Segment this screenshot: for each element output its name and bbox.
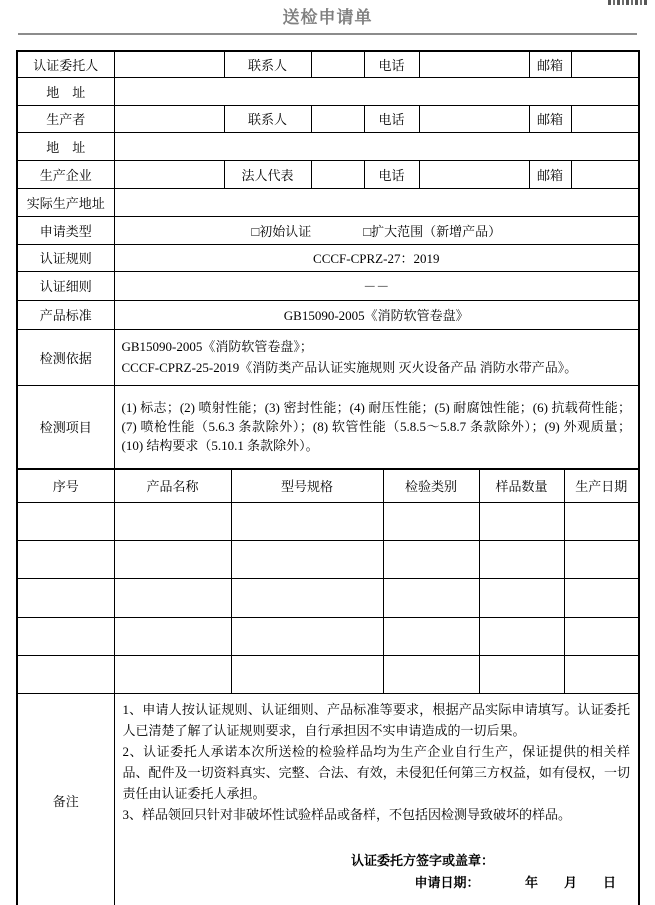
product-standard-value: GB15090-2005《消防软管卷盘》 <box>114 300 639 329</box>
certification-detail-value: －－ <box>114 271 639 300</box>
actual-address-value-cell[interactable] <box>114 188 639 216</box>
producer-address-row <box>17 132 639 160</box>
applicant-contact-label: 联系人 <box>224 51 311 77</box>
producer-phone-value-cell[interactable] <box>419 105 529 132</box>
application-type-row <box>17 216 639 244</box>
checkbox-option-initial-certification[interactable]: □初始认证 <box>251 223 312 239</box>
product-row-empty <box>17 502 639 540</box>
clipped-corner-artifact <box>608 0 648 5</box>
product-cell-empty[interactable] <box>479 540 564 578</box>
product-cell-empty[interactable] <box>114 617 231 655</box>
test-basis-line-1: GB15090-2005《消防软管卷盘》； <box>121 339 313 354</box>
product-cell-empty[interactable] <box>383 578 479 617</box>
manufacturer-phone-label: 电话 <box>364 160 419 188</box>
product-cell-empty[interactable] <box>479 578 564 617</box>
application-date-line: 申请日期： 年 月 日 <box>414 874 616 890</box>
product-cell-empty[interactable] <box>231 502 383 540</box>
applicant-address-value-cell[interactable] <box>114 77 639 105</box>
producer-value-cell[interactable] <box>114 105 224 132</box>
signature-block <box>123 850 631 894</box>
remark-item-3: 3、样品领回只针对非破坏性试验样品或备样，不包括因检测导致破坏的样品。 <box>122 806 572 822</box>
product-cell-empty[interactable] <box>114 540 231 578</box>
product-cell-empty[interactable] <box>114 578 231 617</box>
producer-email-value-cell[interactable] <box>571 105 639 132</box>
header-inspection-type: 检验类别 <box>383 469 479 502</box>
product-cell-empty[interactable] <box>479 502 564 540</box>
manufacturer-email-label: 邮箱 <box>529 160 571 188</box>
remark-item-1: 1、申请人按认证规则、认证细则、产品标准等要求，根据产品实际申请填写。认证委托人已清楚了解了认证规则要求，自行承担因不实申请造成的一切后果。 <box>122 701 630 738</box>
title-divider <box>18 33 637 35</box>
signature-label: 认证委托方签字或盖章： <box>350 852 494 868</box>
manufacturer-value-cell[interactable] <box>114 160 224 188</box>
applicant-address-label: 地 址 <box>17 77 114 105</box>
header-sample-quantity: 样品数量 <box>479 469 564 502</box>
product-cell-empty[interactable] <box>17 578 114 617</box>
application-type-label: 申请类型 <box>17 216 114 244</box>
product-cell-empty[interactable] <box>564 655 639 693</box>
product-cell-empty[interactable] <box>479 655 564 693</box>
actual-address-row <box>17 188 639 216</box>
manufacturer-phone-value-cell[interactable] <box>419 160 529 188</box>
product-cell-empty[interactable] <box>383 502 479 540</box>
product-list-table <box>16 468 640 905</box>
header-serial-number: 序号 <box>17 469 114 502</box>
product-cell-empty[interactable] <box>17 540 114 578</box>
producer-row <box>17 105 639 132</box>
producer-contact-value-cell[interactable] <box>311 105 364 132</box>
producer-contact-label: 联系人 <box>224 105 311 132</box>
remarks-label: 备注 <box>17 693 114 905</box>
test-items-value: (1) 标志；(2) 喷射性能；(3) 密封性能；(4) 耐压性能；(5) 耐腐蚀性能；(6) 抗载荷性能；(7) 喷枪性能（5.6.3 条款除外）；(8) 软管性能（5.8.5～5.8.7 条款除外）；(9) 外观质量；(10) 结构要求（5.10.1 条款除外）。 <box>114 385 639 469</box>
test-items-row <box>17 385 639 469</box>
certification-rule-row <box>17 244 639 271</box>
certification-detail-row <box>17 271 639 300</box>
header-product-name: 产品名称 <box>114 469 231 502</box>
certification-detail-label: 认证细则 <box>17 271 114 300</box>
manufacturer-label: 生产企业 <box>17 160 114 188</box>
applicant-email-label: 邮箱 <box>529 51 571 77</box>
applicant-row <box>17 51 639 77</box>
product-cell-empty[interactable] <box>479 617 564 655</box>
product-standard-label: 产品标准 <box>17 300 114 329</box>
product-cell-empty[interactable] <box>564 502 639 540</box>
product-row-empty <box>17 655 639 693</box>
application-type-options-cell <box>114 216 639 244</box>
test-basis-line-2: CCCF-CPRZ-25-2019《消防类产品认证实施规则 灭火设备产品 消防水带产品》。 <box>121 360 578 375</box>
test-items-label: 检测项目 <box>17 385 114 469</box>
product-cell-empty[interactable] <box>17 655 114 693</box>
certification-rule-label: 认证规则 <box>17 244 114 271</box>
product-cell-empty[interactable] <box>114 502 231 540</box>
application-form-table <box>16 50 640 470</box>
product-cell-empty[interactable] <box>383 540 479 578</box>
product-cell-empty[interactable] <box>114 655 231 693</box>
applicant-phone-label: 电话 <box>364 51 419 77</box>
remarks-content-cell <box>114 693 639 905</box>
producer-phone-label: 电话 <box>364 105 419 132</box>
product-cell-empty[interactable] <box>383 617 479 655</box>
checkbox-option-expand-scope[interactable]: □扩大范围（新增产品） <box>363 223 502 239</box>
product-table-header-row <box>17 469 639 502</box>
producer-label: 生产者 <box>17 105 114 132</box>
manufacturer-row <box>17 160 639 188</box>
product-row-empty <box>17 578 639 617</box>
product-cell-empty[interactable] <box>231 540 383 578</box>
applicant-contact-value-cell[interactable] <box>311 51 364 77</box>
product-cell-empty[interactable] <box>231 578 383 617</box>
applicant-label: 认证委托人 <box>17 51 114 77</box>
product-cell-empty[interactable] <box>231 617 383 655</box>
product-row-empty <box>17 617 639 655</box>
product-cell-empty[interactable] <box>383 655 479 693</box>
page-title: 送检申请单 <box>282 8 373 27</box>
remark-item-2: 2、认证委托人承诺本次所送检的检验样品均为生产企业自行生产，保证提供的相关样品、配件及一切资料真实、完整、合法、有效，未侵犯任何第三方权益，如有侵权，一切责任由认证委托人承担。 <box>122 743 630 801</box>
product-row-empty <box>17 540 639 578</box>
legal-rep-value-cell[interactable] <box>311 160 364 188</box>
producer-email-label: 邮箱 <box>529 105 571 132</box>
product-cell-empty[interactable] <box>564 540 639 578</box>
producer-address-value-cell[interactable] <box>114 132 639 160</box>
remarks-row <box>17 693 639 905</box>
applicant-address-row <box>17 77 639 105</box>
legal-rep-label: 法人代表 <box>224 160 311 188</box>
applicant-email-value-cell[interactable] <box>571 51 639 77</box>
product-cell-empty[interactable] <box>17 502 114 540</box>
product-cell-empty[interactable] <box>564 617 639 655</box>
actual-address-label: 实际生产地址 <box>17 188 114 216</box>
producer-address-label: 地 址 <box>17 132 114 160</box>
header-model-spec: 型号规格 <box>231 469 383 502</box>
product-cell-empty[interactable] <box>564 578 639 617</box>
test-basis-value <box>114 329 639 385</box>
header-production-date: 生产日期 <box>564 469 639 502</box>
product-cell-empty[interactable] <box>231 655 383 693</box>
test-basis-label: 检测依据 <box>17 329 114 385</box>
manufacturer-email-value-cell[interactable] <box>571 160 639 188</box>
product-standard-row <box>17 300 639 329</box>
applicant-value-cell[interactable] <box>114 51 224 77</box>
test-basis-row <box>17 329 639 385</box>
product-cell-empty[interactable] <box>17 617 114 655</box>
applicant-phone-value-cell[interactable] <box>419 51 529 77</box>
certification-rule-value: CCCF-CPRZ-27：2019 <box>114 244 639 271</box>
